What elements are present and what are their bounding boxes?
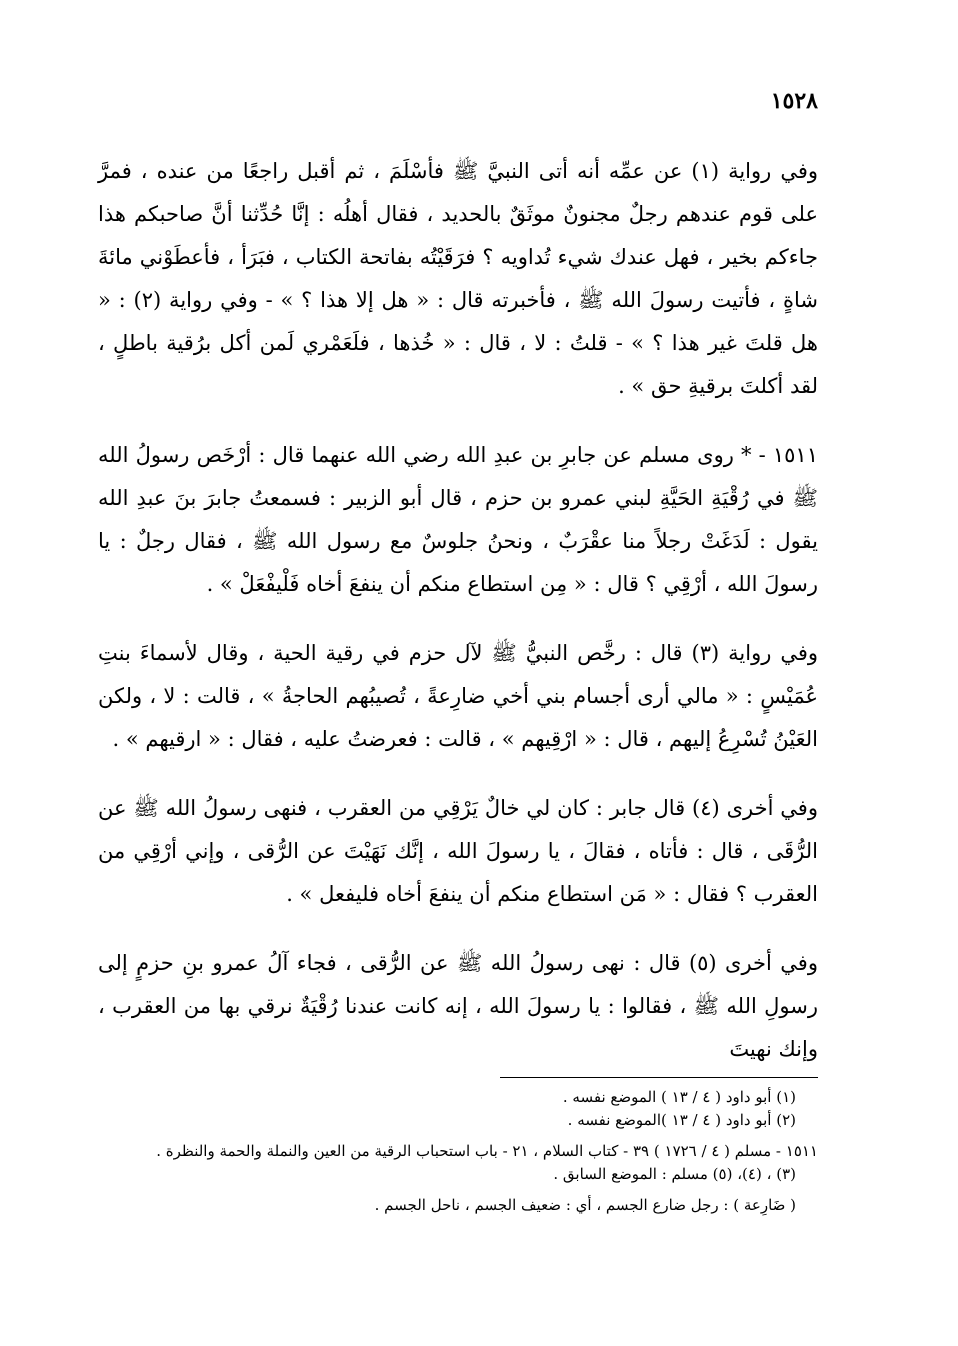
paragraph-narration-4: وفي أخرى (٤) قال جابر : كان لي خالٌ يَرْقِي من العقرب ، فنهى رسولُ الله ﷺ عن الرُّقَى ، قال : فأتاه ، فقالَ ، يا رسولَ الله ، إنَّك نَهَيْتَ عن الرُّقى ، وإني أرْقِي من العقرب ؟ فقال : « مَن استطاع منكم أن ينفعَ أخاه فليفعل » . xyxy=(98,796,818,906)
paragraph-narration-5: وفي أخرى (٥) قال : نهى رسولُ الله ﷺ عن الرُّقى ، فجاء آلُ عمرو بنِ حزمٍ إلى رسولِ الله ﷺ ، فقالوا : يا رسولَ الله ، إنه كانت عندنا رُقْيَةٌ نرقي بها من العقرب ، وإنك نهيتَ xyxy=(98,951,818,1061)
footnote-glossary: ( ضَارِعة ) : رجل ضارع الجسم ، أي : ضعيف الجسم ، ناحل الجسم . xyxy=(374,1196,796,1214)
page-number: ١٥٢٨ xyxy=(770,88,818,114)
paragraph-narration-3: وفي رواية (٣) قال : رخَّص النبيُّ ﷺ لآل حزم في رقية الحية ، وقال لأسماءَ بنتِ عُمَيْسٍ : « مالي أرى أجسام بني أخي ضارِعةً ، تُصيبُهم الحاجةُ » ، قالت : لا ، ولكن العَيْنُ تُسْرِعُ إليهم ، قال : « ارْقِيهم » ، قالت : فعرضتُ عليه ، فقال : « ارقيهم » . xyxy=(98,641,819,751)
footnote-divider xyxy=(500,1077,818,1078)
footnote-3-4-5: (٣) ، (٤)، (٥) مسلم : الموضع السابق . xyxy=(553,1165,796,1183)
footnote-2: (٢) أبو داود ( ٤ / ١٣ )الموضع نفسه . xyxy=(567,1111,796,1129)
footnote-1511: ١٥١١ - مسلم ( ٤ / ١٧٢٦ ) ٣٩ - كتاب السلام ، ٢١ - باب استحباب الرقية من العين والنملة والحمة والنظرة . xyxy=(156,1142,818,1160)
paragraph-narration-1: وفي رواية (١) عن عمِّه أنه أتى النبيَّ ﷺ فأسْلَمَ ، ثم أقبل راجعًا من عنده ، فمرَّ على قوم عندهم رجلٌ مجنونٌ موثَقٌ بالحديد ، فقال أهلُه : إنَّا حُدِّثنا أنَّ صاحبكم هذا جاءكم بخير ، فهل عندك شيء تُداويه ؟ فرَقَيْتُه بفاتحة الكتاب ، فبَرَأ ، فأعطَوْني مائةَ شاةٍ ، فأتيت رسولَ الله ﷺ ، فأخبرته قال : « هل إلا هذا ؟ » - وفي رواية (٢) : « هل قلتَ غير هذا ؟ » - قلتُ : لا ، قال : « خُذها ، فلَعَمْري لَمن أكل برُقية باطلٍ ، لقد أكلتَ برقيةِ حق » . xyxy=(98,159,819,398)
footnotes xyxy=(98,1086,818,1217)
paragraph-hadith-1511: ١٥١١ - * روى مسلم عن جابرِ بن عبدِ الله رضي الله عنهما قال : أرْخَص رسولُ الله ﷺ في رُقْيَةِ الحَيَّةِ لبني عمرو بن حزم ، قال أبو الزبير : فسمعتُ جابرَ بنَ عبدِ الله يقول : لَدَغَتْ رجلاً منا عقْرَبٌ ، ونحنُ جلوسٌ مع رسول الله ﷺ ، فقال رجلٌ : يا رسولَ الله ، أرْقِي ؟ قال : « مِن استطاع منكم أن ينفعَ أخاه فَلْيفْعَلْ » . xyxy=(98,443,818,596)
footnote-1: (١) أبو داود ( ٤ / ١٣ ) الموضع نفسه . xyxy=(562,1088,796,1106)
main-text xyxy=(98,150,818,1071)
